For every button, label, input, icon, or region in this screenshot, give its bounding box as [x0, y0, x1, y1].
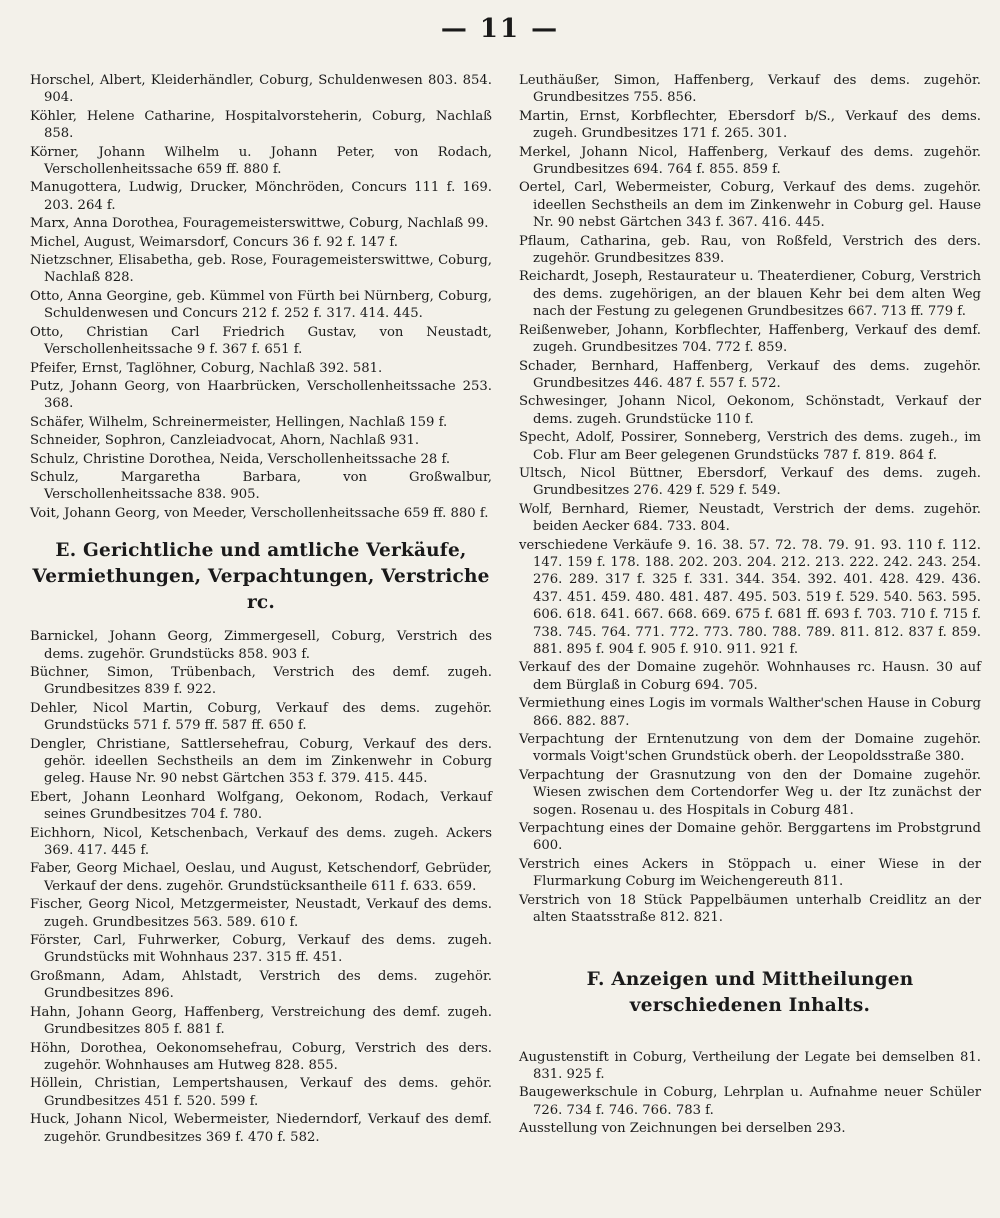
- section-heading-f: F. Anzeigen und Mittheilungen verschiedenen Inhalts.: [586, 968, 914, 1016]
- index-entry: Förster, Carl, Fuhrwerker, Coburg, Verkauf des dems. zugeh. Grundstücks mit Wohnhaus 237. 315 ff. 451.: [30, 933, 492, 966]
- index-entry: Verstrich eines Ackers in Stöppach u. einer Wiese in der Flurmarkung Coburg im Weichengereuth 811.: [519, 856, 981, 890]
- index-entry: Schäfer, Wilhelm, Schreinermeister, Hellingen, Nachlaß 159 f.: [30, 414, 448, 430]
- index-entry: Dengler, Christiane, Sattlersehefrau, Coburg, Verkauf des ders. gehör. ideellen Sechstheils an dem im Zinkenwehr in Coburg geleg. Hause Nr. 90 nebst Gärtchen 353 f. 379. 415. 445.: [30, 736, 492, 787]
- index-entry: Martin, Ernst, Korbflechter, Ebersdorf b/S., Verkauf des dems. zugeh. Grundbesitzes 171 f. 265. 301.: [519, 108, 981, 142]
- index-entry: Schader, Bernhard, Haffenberg, Verkauf des dems. zugehör. Grundbesitzes 446. 487 f. 557 f. 572.: [519, 358, 981, 391]
- index-entry: Schwesinger, Johann Nicol, Oekonom, Schönstadt, Verkauf der dems. zugeh. Grundstücke 110 f.: [519, 394, 981, 427]
- index-entry: Marx, Anna Dorothea, Fouragemeisterswittwe, Coburg, Nachlaß 99.: [30, 216, 489, 232]
- index-entry: Höhn, Dorothea, Oekonomsehefrau, Coburg, Verstrich des ders. zugehör. Wohnhauses am Hutweg 828. 855.: [30, 1040, 492, 1073]
- index-entry: Otto, Anna Georgine, geb. Kümmel von Fürth bei Nürnberg, Coburg, Schuldenwesen und Concurs 212 f. 252 f. 317. 414. 445.: [30, 288, 492, 322]
- index-entry: Schulz, Margaretha Barbara, von Großwalbur, Verschollenheitssache 838. 905.: [30, 469, 492, 503]
- index-entry: Verpachtung der Erntenutzung von dem der Domaine zugehör. vormals Voigt'schen Grundstück oberh. der Leopoldsstraße 380.: [519, 732, 981, 765]
- right-column: [519, 72, 981, 1139]
- index-entry: Otto, Christian Carl Friedrich Gustav, von Neustadt, Verschollenheitssache 9 f. 367 f. 651 f.: [30, 324, 492, 358]
- index-entry: Manugottera, Ludwig, Drucker, Mönchröden, Concurs 111 f. 169. 203. 264 f.: [30, 180, 492, 213]
- left-column: [30, 72, 492, 1147]
- index-entry: Pflaum, Catharina, geb. Rau, von Roßfeld, Verstrich des ders. zugehör. Grundbesitzes 839.: [519, 233, 981, 267]
- index-entry: Faber, Georg Michael, Oeslau, und August, Ketschendorf, Gebrüder, Verkauf der dens. zugehör. Grundstücksantheile 611 f. 633. 659.: [30, 861, 492, 894]
- index-entry: Verstrich von 18 Stück Pappelbäumen unterhalb Creidlitz an der alten Staatsstraße 812. 821.: [519, 892, 981, 926]
- entries-section-e-left: [30, 628, 492, 1146]
- index-entry: Vermiethung eines Logis im vormals Walther'schen Hause in Coburg 866. 882. 887.: [519, 696, 981, 729]
- index-entry: Eichhorn, Nicol, Ketschenbach, Verkauf des dems. zugeh. Ackers 369. 417. 445 f.: [30, 825, 492, 859]
- index-entry: Dehler, Nicol Martin, Coburg, Verkauf des dems. zugehör. Grundstücks 571 f. 579 ff. 587 ff. 650 f.: [30, 700, 492, 734]
- entries-section-e-right: [519, 72, 981, 927]
- index-entry: Körner, Johann Wilhelm u. Johann Peter, von Rodach, Verschollenheitssache 659 ff. 880 f.: [30, 144, 492, 178]
- index-entry: Leuthäußer, Simon, Haffenberg, Verkauf des dems. zugehör. Grundbesitzes 755. 856.: [519, 73, 981, 106]
- index-entry: Büchner, Simon, Trübenbach, Verstrich des demf. zugeh. Grundbesitzes 839 f. 922.: [30, 664, 492, 698]
- index-entry: Schulz, Christine Dorothea, Neida, Verschollenheitssache 28 f.: [30, 451, 451, 467]
- section-heading-e: E. Gerichtliche und amtliche Verkäufe, Vermiethungen, Verpachtungen, Verstriche rc.: [32, 540, 490, 614]
- index-entry: Michel, August, Weimarsdorf, Concurs 36 f. 92 f. 147 f.: [30, 234, 398, 250]
- index-entry: Köhler, Helene Catharine, Hospitalvorsteherin, Coburg, Nachlaß 858.: [30, 108, 492, 142]
- index-entry: Ausstellung von Zeichnungen bei derselben 293.: [519, 1121, 846, 1137]
- index-entry: Ultsch, Nicol Büttner, Ebersdorf, Verkauf des dems. zugeh. Grundbesitzes 276. 429 f. 529 f. 549.: [519, 465, 981, 499]
- index-entry: Schneider, Sophron, Canzleiadvocat, Ahorn, Nachlaß 931.: [30, 433, 420, 449]
- index-entry: Verpachtung der Grasnutzung von den der Domaine zugehör. Wiesen zwischen dem Cortendorfer Weg u. der Itz zunächst der sogen. Rosenau u. des Hospitals in Coburg 481.: [519, 767, 981, 818]
- entries-section-d: [30, 72, 492, 522]
- index-entry: Ebert, Johann Leonhard Wolfgang, Oekonom, Rodach, Verkauf seines Grundbesitzes 704 f. 780.: [30, 789, 492, 823]
- index-entry: Wolf, Bernhard, Riemer, Neustadt, Verstrich der dems. zugehör. beiden Aecker 684. 733. 804.: [519, 501, 981, 535]
- index-entry: Reißenweber, Johann, Korbflechter, Haffenberg, Verkauf des demf. zugeh. Grundbesitzes 704. 772 f. 859.: [519, 322, 981, 356]
- page-number: — 11 —: [440, 14, 560, 44]
- index-entry: Reichardt, Joseph, Restaurateur u. Theaterdiener, Coburg, Verstrich des dems. zugehörigen, an der blauen Kehr bei dem alten Weg nach der Festung zu gelegenen Grundbesitzes 667. 713 ff. 779 f.: [519, 269, 981, 320]
- index-entry: Voit, Johann Georg, von Meeder, Verschollenheitssache 659 ff. 880 f.: [30, 505, 489, 521]
- index-entry: Baugewerkschule in Coburg, Lehrplan u. Aufnahme neuer Schüler 726. 734 f. 746. 766. 783 f.: [519, 1085, 981, 1118]
- index-entry: Merkel, Johann Nicol, Haffenberg, Verkauf des dems. zugehör. Grundbesitzes 694. 764 f. 855. 859 f.: [519, 144, 981, 178]
- index-entry: Augustenstift in Coburg, Vertheilung der Legate bei demselben 81. 831. 925 f.: [519, 1049, 981, 1082]
- index-entry: Barnickel, Johann Georg, Zimmergesell, Coburg, Verstrich des dems. zugehör. Grundstücks 858. 903 f.: [30, 629, 492, 662]
- index-entry: Verkauf des der Domaine zugehör. Wohnhauses rc. Hausn. 30 auf dem Bürglaß in Coburg 694. 705.: [519, 660, 981, 693]
- index-entry: Pfeifer, Ernst, Taglöhner, Coburg, Nachlaß 392. 581.: [30, 360, 383, 376]
- index-entry: Horschel, Albert, Kleiderhändler, Coburg, Schuldenwesen 803. 854. 904.: [30, 73, 492, 106]
- index-entry: Huck, Johann Nicol, Webermeister, Niederndorf, Verkauf des demf. zugehör. Grundbesitzes 369 f. 470 f. 582.: [30, 1112, 492, 1145]
- index-entry: Hahn, Johann Georg, Haffenberg, Verstreichung des demf. zugeh. Grundbesitzes 805 f. 881 f.: [30, 1004, 492, 1038]
- entries-section-f: [519, 1049, 981, 1138]
- index-entry: Putz, Johann Georg, von Haarbrücken, Verschollenheitssache 253. 368.: [30, 378, 492, 412]
- index-entry: Großmann, Adam, Ahlstadt, Verstrich des dems. zugehör. Grundbesitzes 896.: [30, 968, 492, 1002]
- index-entry: Oertel, Carl, Webermeister, Coburg, Verkauf des dems. zugehör. ideellen Sechstheils an dem im Zinkenwehr in Coburg gel. Hause Nr. 90 nebst Gärtchen 343 f. 367. 416. 445.: [519, 180, 981, 231]
- index-entry: Fischer, Georg Nicol, Metzgermeister, Neustadt, Verkauf des dems. zugeh. Grundbesitzes 563. 589. 610 f.: [30, 897, 492, 930]
- index-entry: Verpachtung eines der Domaine gehör. Berggartens im Probstgrund 600.: [519, 821, 981, 854]
- index-entry: Höllein, Christian, Lempertshausen, Verkauf des dems. gehör. Grundbesitzes 451 f. 520. 599 f.: [30, 1076, 492, 1109]
- index-entry: Specht, Adolf, Possirer, Sonneberg, Verstrich des dems. zugeh., im Cob. Flur am Beer gelegenen Grundstücks 787 f. 819. 864 f.: [519, 430, 981, 463]
- index-entry: verschiedene Verkäufe 9. 16. 38. 57. 72. 78. 79. 91. 93. 110 f. 112. 147. 159 f. 178. 188. 202. 203. 204. 212. 213. 222. 242. 243. 254. 276. 289. 317 f. 325 f. 331. 344. 354. 392. 401. 428. 429. 436. 437. 451. 459. 480. 481. 487. 495. 503. 519 f. 529. 540. 563. 595. 606. 618. 641. 667. 668. 669. 675 f. 681 ff. 693 f. 703. 710 f. 715 f. 738. 745. 764. 771. 772. 773. 780. 788. 789. 811. 812. 837 f. 859. 881. 895 f. 904 f. 905 f. 910. 911. 921 f.: [519, 537, 981, 657]
- index-entry: Nietzschner, Elisabetha, geb. Rose, Fouragemeisterswittwe, Coburg, Nachlaß 828.: [30, 253, 492, 286]
